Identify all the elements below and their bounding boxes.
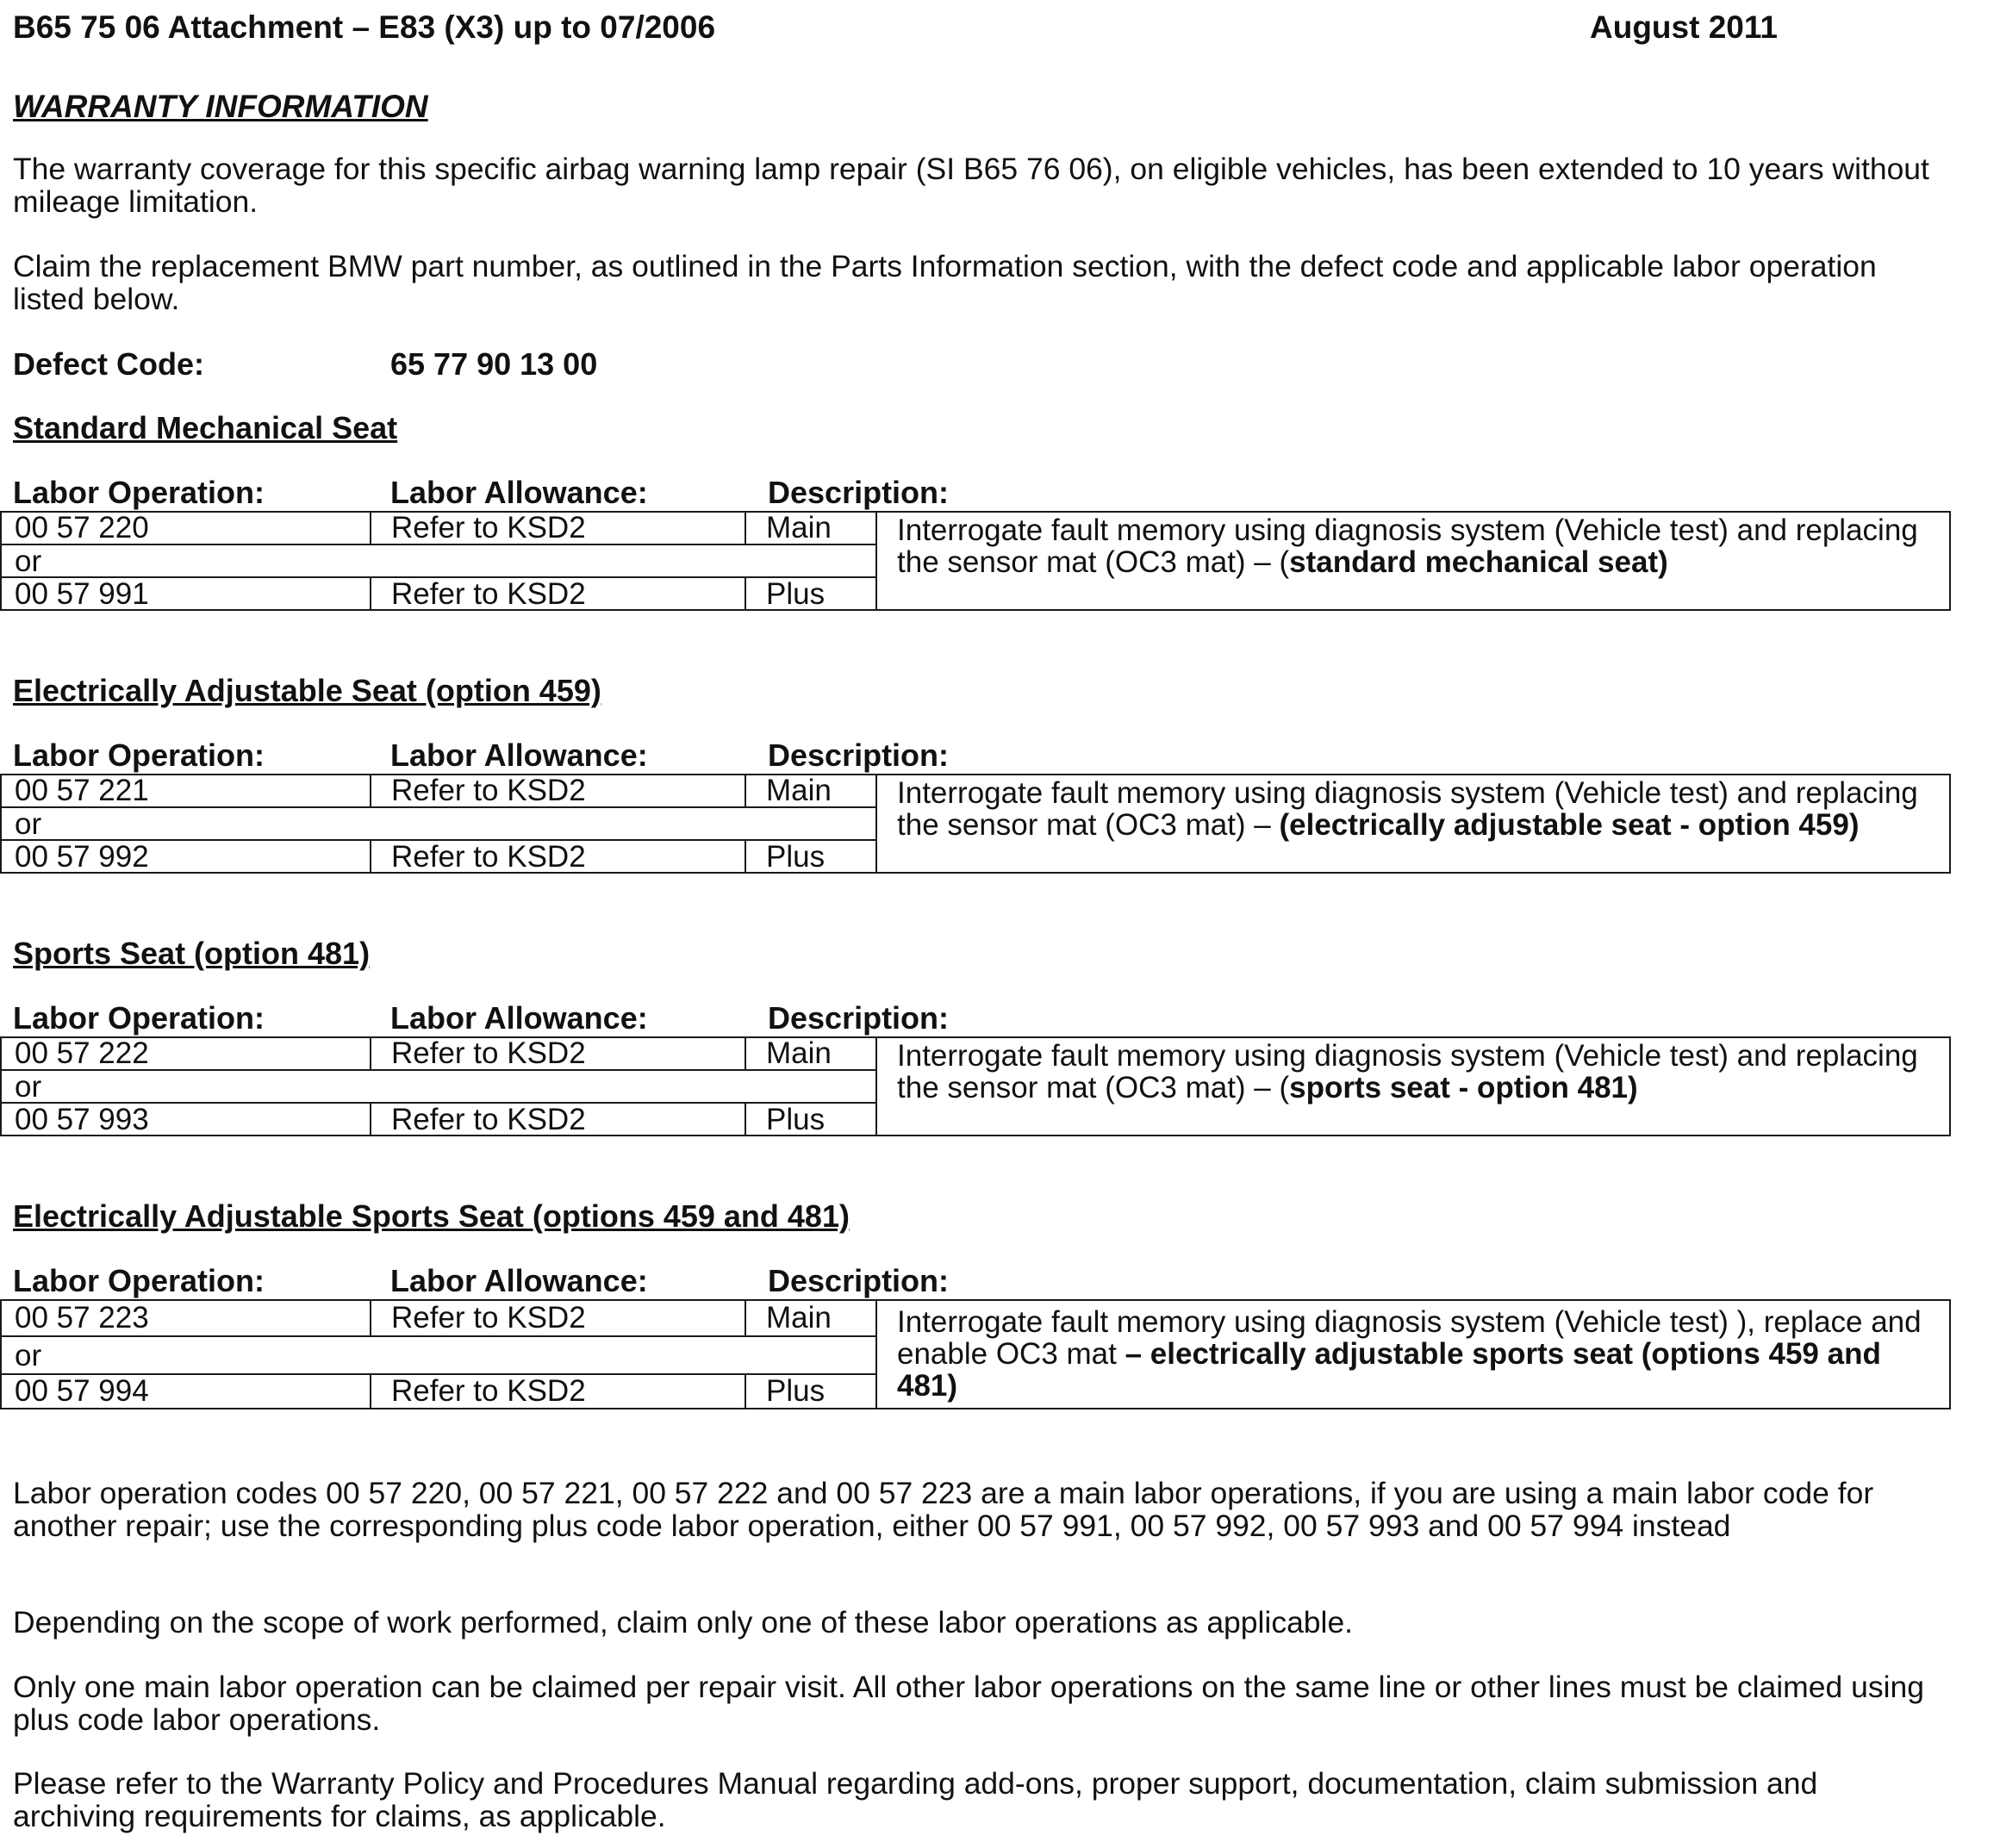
- labor-op-cell: 00 57 222: [0, 1036, 371, 1071]
- defect-code-value: 65 77 90 13 00: [390, 346, 598, 382]
- col-header-description: Description:: [768, 1263, 950, 1298]
- col-header-labor-allowance: Labor Allowance:: [390, 737, 648, 773]
- or-cell: or: [0, 1069, 877, 1104]
- labor-table-electric-sports-seat: [0, 1299, 1951, 1409]
- labor-op-cell: 00 57 221: [0, 774, 371, 808]
- type-cell: Main: [745, 1299, 877, 1337]
- type-cell: Plus: [745, 839, 877, 874]
- section-title-sports-seat: Sports Seat (option 481): [13, 936, 371, 971]
- document-date: August 2011: [1590, 9, 1778, 45]
- document-title: B65 75 06 Attachment – E83 (X3) up to 07/2006: [13, 9, 716, 45]
- section-title-electric-seat: Electrically Adjustable Seat (option 459): [13, 673, 601, 708]
- labor-op-cell: 00 57 991: [0, 576, 371, 611]
- allowance-cell: Refer to KSD2: [370, 1102, 746, 1136]
- col-header-description: Description:: [768, 1000, 950, 1036]
- col-header-labor-allowance: Labor Allowance:: [390, 1000, 648, 1036]
- labor-table-standard-seat: [0, 511, 1951, 611]
- allowance-cell: Refer to KSD2: [370, 511, 746, 545]
- labor-table-electric-seat: [0, 774, 1951, 874]
- footer-paragraph-2: Depending on the scope of work performed, claim only one of these labor operations as applicable.: [13, 1605, 1354, 1640]
- type-cell: Main: [745, 774, 877, 808]
- warranty-heading: WARRANTY INFORMATION: [13, 89, 428, 124]
- col-header-labor-operation: Labor Operation:: [13, 1000, 265, 1036]
- col-header-labor-operation: Labor Operation:: [13, 1263, 265, 1298]
- type-cell: Main: [745, 1036, 877, 1071]
- col-header-labor-allowance: Labor Allowance:: [390, 1263, 648, 1298]
- footer-paragraph-4: Please refer to the Warranty Policy and Procedures Manual regarding add-ons, proper support, documentation, claim submission and archiving requirements for claims, as applicable.: [13, 1766, 1818, 1833]
- document-header: [13, 7, 1822, 48]
- section-title-electric-sports-seat: Electrically Adjustable Sports Seat (options 459 and 481): [13, 1198, 850, 1234]
- description-cell: Interrogate fault memory using diagnosis system (Vehicle test) and replacing the sensor mat (OC3 mat) – (electrically adjustable seat - option 459): [875, 774, 1951, 874]
- allowance-cell: Refer to KSD2: [370, 774, 746, 808]
- intro-paragraph-1: The warranty coverage for this specific airbag warning lamp repair (SI B65 76 06), on eligible vehicles, has been extended to 10 years without mileage limitation.: [13, 152, 1929, 219]
- description-cell: Interrogate fault memory using diagnosis system (Vehicle test) and replacing the sensor mat (OC3 mat) – (sports seat - option 481): [875, 1036, 1951, 1136]
- allowance-cell: Refer to KSD2: [370, 1299, 746, 1337]
- type-cell: Main: [745, 511, 877, 545]
- col-header-labor-operation: Labor Operation:: [13, 737, 265, 773]
- labor-table-sports-seat: [0, 1036, 1951, 1136]
- labor-op-cell: 00 57 994: [0, 1373, 371, 1409]
- labor-op-cell: 00 57 223: [0, 1299, 371, 1337]
- description-cell: Interrogate fault memory using diagnosis system (Vehicle test) ), replace and enable OC3 mat – electrically adjustable sports seat (options 459 and 481): [875, 1299, 1951, 1409]
- labor-op-cell: 00 57 220: [0, 511, 371, 545]
- defect-code-label: Defect Code:: [13, 346, 205, 382]
- allowance-cell: Refer to KSD2: [370, 1373, 746, 1409]
- col-header-description: Description:: [768, 737, 950, 773]
- allowance-cell: Refer to KSD2: [370, 576, 746, 611]
- col-header-labor-allowance: Labor Allowance:: [390, 475, 648, 510]
- footer-paragraph-1: Labor operation codes 00 57 220, 00 57 221, 00 57 222 and 00 57 223 are a main labor operations, if you are using a main labor code for another repair; use the corresponding plus code labor operation, either 00 57 991, 00 57 992, 00 57 993 and 00 57 994 instead: [13, 1476, 1874, 1543]
- footer-paragraph-3: Only one main labor operation can be claimed per repair visit. All other labor operations on the same line or other lines must be claimed using plus code labor operations.: [13, 1670, 1924, 1737]
- defect-code-line: [13, 345, 598, 384]
- type-cell: Plus: [745, 576, 877, 611]
- or-cell: or: [0, 1335, 877, 1375]
- labor-op-cell: 00 57 992: [0, 839, 371, 874]
- or-cell: or: [0, 544, 877, 578]
- col-header-labor-operation: Labor Operation:: [13, 475, 265, 510]
- allowance-cell: Refer to KSD2: [370, 1036, 746, 1071]
- section-title-standard-seat: Standard Mechanical Seat: [13, 410, 398, 445]
- labor-op-cell: 00 57 993: [0, 1102, 371, 1136]
- col-header-description: Description:: [768, 475, 950, 510]
- allowance-cell: Refer to KSD2: [370, 839, 746, 874]
- type-cell: Plus: [745, 1102, 877, 1136]
- intro-paragraph-2: Claim the replacement BMW part number, as outlined in the Parts Information section, with the defect code and applicable labor operation listed below.: [13, 249, 1877, 316]
- type-cell: Plus: [745, 1373, 877, 1409]
- description-cell: Interrogate fault memory using diagnosis system (Vehicle test) and replacing the sensor mat (OC3 mat) – (standard mechanical seat): [875, 511, 1951, 611]
- or-cell: or: [0, 806, 877, 841]
